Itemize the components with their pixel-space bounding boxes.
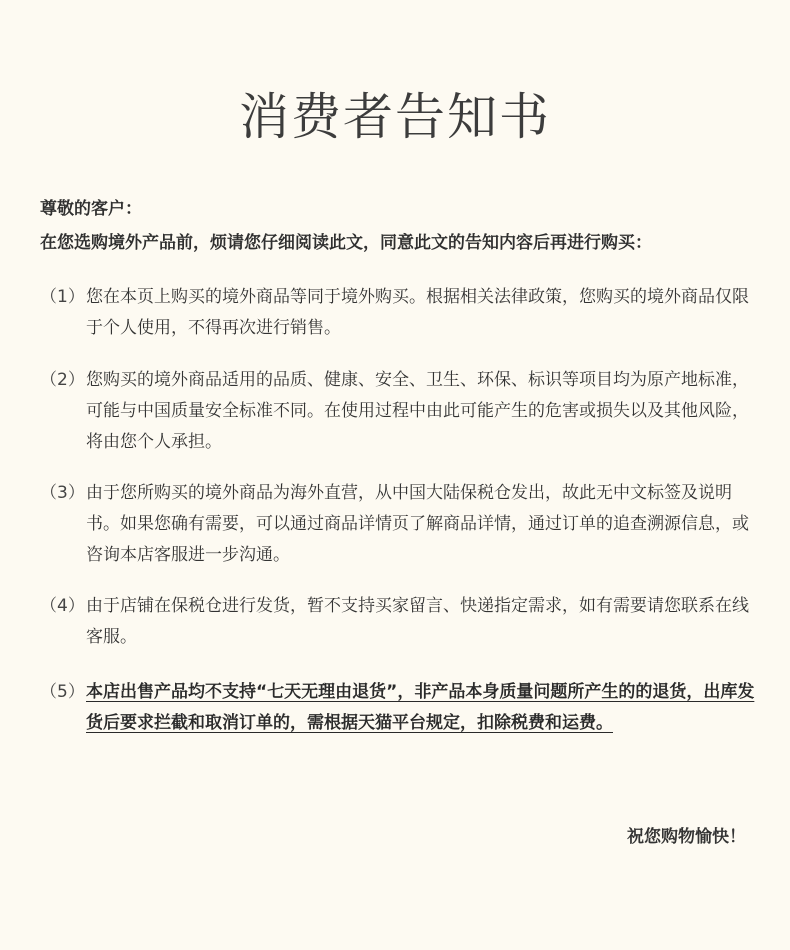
notice-item-5: [40, 677, 755, 739]
notice-item-1: [40, 282, 755, 344]
notice-item-3: [40, 478, 755, 571]
item-text: 由于店铺在保税仓进行发货，暂不支持买家留言、快递指定需求，如有需要请您联系在线客服。: [86, 596, 749, 647]
notice-item-2: [40, 365, 755, 458]
item-text-emphasized: 本店出售产品均不支持“七天无理由退货”，非产品本身质量问题所产生的的退货，出库发货后要求拦截和取消订单的，需根据天猫平台规定，扣除税费和运费。: [86, 682, 755, 733]
signoff-text: 祝您购物愉快！: [627, 827, 746, 847]
item-number: （2）: [40, 370, 85, 390]
item-text: 您在本页上购买的境外商品等同于境外购买。根据相关法律政策，您购买的境外商品仅限于个人使用，不得再次进行销售。: [86, 287, 749, 338]
item-number: （5）: [40, 682, 85, 702]
item-text: 您购买的境外商品适用的品质、健康、安全、卫生、环保、标识等项目均为原产地标准，可能与中国质量安全标准不同。在使用过程中由此可能产生的危害或损失以及其他风险，将由您个人承担。: [86, 370, 749, 452]
instruction-text: 在您选购境外产品前，烦请您仔细阅读此文，同意此文的告知内容后再进行购买：: [40, 233, 652, 253]
item-number: （4）: [40, 596, 85, 616]
item-number: （1）: [40, 287, 85, 307]
item-text: 由于您所购买的境外商品为海外直营，从中国大陆保税仓发出，故此无中文标签及说明书。如果您确有需要，可以通过商品详情页了解商品详情，通过订单的追查溯源信息，或咨询本店客服进一步沟通。: [86, 483, 749, 565]
item-number: （3）: [40, 483, 85, 503]
page-title: 消费者告知书: [239, 88, 551, 146]
greeting: 尊敬的客户：: [40, 199, 142, 219]
notice-item-4: [40, 591, 755, 653]
